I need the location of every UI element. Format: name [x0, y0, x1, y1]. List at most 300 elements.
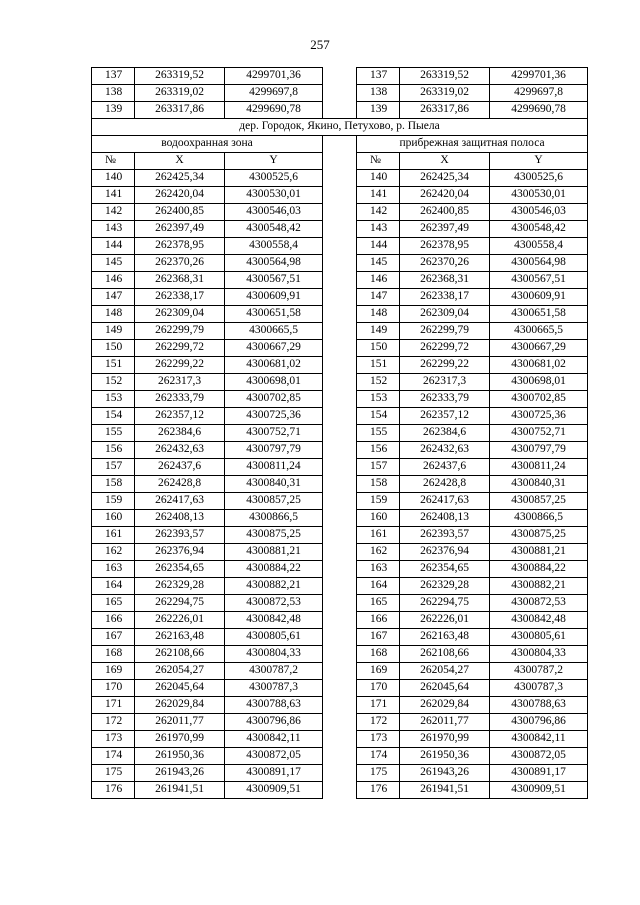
y-coordinate: 4299697,8: [225, 85, 323, 102]
table-row: [92, 221, 588, 238]
x-coordinate: 262299,72: [135, 340, 225, 357]
y-coordinate: 4300546,03: [225, 204, 323, 221]
column-gap: [323, 136, 357, 153]
point-number: 173: [357, 731, 400, 748]
y-coordinate: 4299701,36: [225, 68, 323, 85]
x-coordinate: 262317,3: [400, 374, 490, 391]
point-number: 137: [357, 68, 400, 85]
x-coordinate: 262299,72: [400, 340, 490, 357]
y-coordinate: 4300788,63: [225, 697, 323, 714]
coordinates-table: [91, 67, 588, 799]
y-coordinate: 4300811,24: [225, 459, 323, 476]
x-coordinate: 262384,6: [135, 425, 225, 442]
point-number: 160: [357, 510, 400, 527]
x-coordinate: 262338,17: [135, 289, 225, 306]
column-gap: [323, 153, 357, 170]
column-gap: [323, 629, 357, 646]
x-coordinate: 262397,49: [135, 221, 225, 238]
point-number: 175: [357, 765, 400, 782]
point-number: 161: [357, 527, 400, 544]
y-coordinate: 4300881,21: [490, 544, 588, 561]
y-coordinate: 4299690,78: [225, 102, 323, 119]
y-coordinate: 4300857,25: [490, 493, 588, 510]
point-number: 158: [357, 476, 400, 493]
y-coordinate: 4300667,29: [490, 340, 588, 357]
point-number: 147: [92, 289, 135, 306]
point-number: 150: [92, 340, 135, 357]
y-coordinate: 4300698,01: [490, 374, 588, 391]
column-gap: [323, 442, 357, 459]
column-header: №: [92, 153, 135, 170]
y-coordinate: 4300525,6: [490, 170, 588, 187]
point-number: 153: [92, 391, 135, 408]
x-coordinate: 262108,66: [400, 646, 490, 663]
y-coordinate: 4300882,21: [490, 578, 588, 595]
point-number: 145: [92, 255, 135, 272]
point-number: 137: [92, 68, 135, 85]
y-coordinate: 4300787,3: [490, 680, 588, 697]
point-number: 140: [92, 170, 135, 187]
table-row: [92, 391, 588, 408]
point-number: 146: [92, 272, 135, 289]
column-gap: [323, 765, 357, 782]
point-number: 153: [357, 391, 400, 408]
point-number: 140: [357, 170, 400, 187]
column-gap: [323, 544, 357, 561]
column-gap: [323, 408, 357, 425]
table-row: [92, 646, 588, 663]
x-coordinate: 262299,22: [135, 357, 225, 374]
column-header: X: [400, 153, 490, 170]
column-gap: [323, 323, 357, 340]
table-row: [92, 476, 588, 493]
y-coordinate: 4300667,29: [225, 340, 323, 357]
left-zone-title: водоохранная зона: [92, 136, 323, 153]
column-gap: [323, 476, 357, 493]
column-gap: [323, 289, 357, 306]
point-number: 169: [357, 663, 400, 680]
x-coordinate: 262226,01: [135, 612, 225, 629]
table-row: [92, 782, 588, 799]
right-zone-title: прибрежная защитная полоса: [357, 136, 588, 153]
column-gap: [323, 731, 357, 748]
table-row: [92, 442, 588, 459]
x-coordinate: 262029,84: [135, 697, 225, 714]
y-coordinate: 4300805,61: [490, 629, 588, 646]
x-coordinate: 262108,66: [135, 646, 225, 663]
x-coordinate: 263319,52: [135, 68, 225, 85]
y-coordinate: 4299701,36: [490, 68, 588, 85]
point-number: 148: [357, 306, 400, 323]
x-coordinate: 262368,31: [135, 272, 225, 289]
point-number: 152: [92, 374, 135, 391]
point-number: 174: [357, 748, 400, 765]
x-coordinate: 262309,04: [400, 306, 490, 323]
point-number: 142: [92, 204, 135, 221]
table-row: [92, 289, 588, 306]
point-number: 157: [357, 459, 400, 476]
y-coordinate: 4300891,17: [225, 765, 323, 782]
point-number: 162: [92, 544, 135, 561]
y-coordinate: 4300702,85: [225, 391, 323, 408]
y-coordinate: 4300796,86: [490, 714, 588, 731]
column-gap: [323, 612, 357, 629]
point-number: 146: [357, 272, 400, 289]
point-number: 139: [357, 102, 400, 119]
x-coordinate: 262420,04: [135, 187, 225, 204]
y-coordinate: 4300805,61: [225, 629, 323, 646]
column-header: Y: [490, 153, 588, 170]
x-coordinate: 262299,22: [400, 357, 490, 374]
y-coordinate: 4300665,5: [225, 323, 323, 340]
x-coordinate: 262333,79: [135, 391, 225, 408]
y-coordinate: 4300725,36: [490, 408, 588, 425]
point-number: 159: [92, 493, 135, 510]
y-coordinate: 4300797,79: [225, 442, 323, 459]
y-coordinate: 4300609,91: [225, 289, 323, 306]
column-gap: [323, 680, 357, 697]
point-number: 158: [92, 476, 135, 493]
y-coordinate: 4300752,71: [225, 425, 323, 442]
x-coordinate: 263319,02: [135, 85, 225, 102]
y-coordinate: 4300842,48: [490, 612, 588, 629]
column-gap: [323, 68, 357, 85]
y-coordinate: 4300787,2: [225, 663, 323, 680]
table-row: [92, 306, 588, 323]
point-number: 156: [357, 442, 400, 459]
x-coordinate: 262397,49: [400, 221, 490, 238]
x-coordinate: 262163,48: [135, 629, 225, 646]
y-coordinate: 4300840,31: [490, 476, 588, 493]
x-coordinate: 262378,95: [135, 238, 225, 255]
y-coordinate: 4300525,6: [225, 170, 323, 187]
y-coordinate: 4300665,5: [490, 323, 588, 340]
table-row: [92, 527, 588, 544]
x-coordinate: 262368,31: [400, 272, 490, 289]
column-gap: [323, 510, 357, 527]
y-coordinate: 4300564,98: [490, 255, 588, 272]
column-header-row: [92, 153, 588, 170]
table-row: [92, 187, 588, 204]
x-coordinate: 262408,13: [135, 510, 225, 527]
x-coordinate: 262437,6: [400, 459, 490, 476]
point-number: 149: [92, 323, 135, 340]
column-gap: [323, 561, 357, 578]
point-number: 175: [92, 765, 135, 782]
table-row: [92, 408, 588, 425]
y-coordinate: 4300681,02: [490, 357, 588, 374]
x-coordinate: 262054,27: [400, 663, 490, 680]
y-coordinate: 4300840,31: [225, 476, 323, 493]
x-coordinate: 262329,28: [400, 578, 490, 595]
y-coordinate: 4300558,4: [225, 238, 323, 255]
y-coordinate: 4300564,98: [225, 255, 323, 272]
y-coordinate: 4300881,21: [225, 544, 323, 561]
column-gap: [323, 85, 357, 102]
y-coordinate: 4300872,53: [490, 595, 588, 612]
table-row: [92, 85, 588, 102]
x-coordinate: 262357,12: [400, 408, 490, 425]
x-coordinate: 262338,17: [400, 289, 490, 306]
table-row: [92, 697, 588, 714]
x-coordinate: 262163,48: [400, 629, 490, 646]
x-coordinate: 262317,3: [135, 374, 225, 391]
y-coordinate: 4300866,5: [490, 510, 588, 527]
table-row: [92, 340, 588, 357]
y-coordinate: 4300530,01: [490, 187, 588, 204]
y-coordinate: 4300857,25: [225, 493, 323, 510]
y-coordinate: 4300567,51: [490, 272, 588, 289]
x-coordinate: 262376,94: [400, 544, 490, 561]
x-coordinate: 262417,63: [135, 493, 225, 510]
page-number: 257: [310, 37, 330, 52]
column-gap: [323, 748, 357, 765]
y-coordinate: 4299690,78: [490, 102, 588, 119]
y-coordinate: 4300796,86: [225, 714, 323, 731]
column-gap: [323, 493, 357, 510]
column-gap: [323, 663, 357, 680]
y-coordinate: 4300681,02: [225, 357, 323, 374]
y-coordinate: 4300909,51: [225, 782, 323, 799]
y-coordinate: 4300567,51: [225, 272, 323, 289]
y-coordinate: 4300725,36: [225, 408, 323, 425]
x-coordinate: 262393,57: [400, 527, 490, 544]
column-gap: [323, 391, 357, 408]
column-gap: [323, 170, 357, 187]
point-number: 147: [357, 289, 400, 306]
column-gap: [323, 340, 357, 357]
x-coordinate: 262376,94: [135, 544, 225, 561]
column-header: Y: [225, 153, 323, 170]
point-number: 170: [92, 680, 135, 697]
y-coordinate: 4300797,79: [490, 442, 588, 459]
table-row: [92, 170, 588, 187]
point-number: 144: [357, 238, 400, 255]
x-coordinate: 262420,04: [400, 187, 490, 204]
x-coordinate: 262370,26: [135, 255, 225, 272]
point-number: 139: [92, 102, 135, 119]
point-number: 150: [357, 340, 400, 357]
y-coordinate: 4299697,8: [490, 85, 588, 102]
point-number: 143: [357, 221, 400, 238]
x-coordinate: 262226,01: [400, 612, 490, 629]
table-row: [92, 612, 588, 629]
column-header: X: [135, 153, 225, 170]
table-row: [92, 493, 588, 510]
point-number: 168: [92, 646, 135, 663]
point-number: 171: [357, 697, 400, 714]
point-number: 176: [92, 782, 135, 799]
point-number: 154: [92, 408, 135, 425]
x-coordinate: 262294,75: [400, 595, 490, 612]
column-gap: [323, 782, 357, 799]
x-coordinate: 262045,64: [135, 680, 225, 697]
table-row: [92, 680, 588, 697]
y-coordinate: 4300875,25: [490, 527, 588, 544]
x-coordinate: 262011,77: [135, 714, 225, 731]
x-coordinate: 262354,65: [135, 561, 225, 578]
point-number: 151: [357, 357, 400, 374]
y-coordinate: 4300842,11: [225, 731, 323, 748]
column-gap: [323, 459, 357, 476]
column-gap: [323, 578, 357, 595]
column-gap: [323, 272, 357, 289]
point-number: 138: [357, 85, 400, 102]
x-coordinate: 262357,12: [135, 408, 225, 425]
x-coordinate: 262400,85: [135, 204, 225, 221]
point-number: 174: [92, 748, 135, 765]
column-gap: [323, 595, 357, 612]
table-row: [92, 595, 588, 612]
point-number: 166: [92, 612, 135, 629]
point-number: 165: [92, 595, 135, 612]
point-number: 141: [92, 187, 135, 204]
column-gap: [323, 374, 357, 391]
table-row: [92, 238, 588, 255]
x-coordinate: 262428,8: [135, 476, 225, 493]
x-coordinate: 261943,26: [135, 765, 225, 782]
y-coordinate: 4300884,22: [490, 561, 588, 578]
table-row: [92, 629, 588, 646]
y-coordinate: 4300651,58: [225, 306, 323, 323]
column-gap: [323, 255, 357, 272]
table-row: [92, 714, 588, 731]
x-coordinate: 261943,26: [400, 765, 490, 782]
table-row: [92, 663, 588, 680]
table-row: [92, 374, 588, 391]
y-coordinate: 4300909,51: [490, 782, 588, 799]
point-number: 163: [357, 561, 400, 578]
y-coordinate: 4300842,11: [490, 731, 588, 748]
point-number: 172: [357, 714, 400, 731]
table-row: [92, 544, 588, 561]
table-row: [92, 204, 588, 221]
x-coordinate: 261950,36: [135, 748, 225, 765]
point-number: 164: [92, 578, 135, 595]
y-coordinate: 4300548,42: [490, 221, 588, 238]
point-number: 159: [357, 493, 400, 510]
y-coordinate: 4300787,3: [225, 680, 323, 697]
point-number: 162: [357, 544, 400, 561]
table-row: [92, 765, 588, 782]
x-coordinate: 261941,51: [400, 782, 490, 799]
x-coordinate: 262299,79: [400, 323, 490, 340]
column-gap: [323, 238, 357, 255]
y-coordinate: 4300882,21: [225, 578, 323, 595]
point-number: 165: [357, 595, 400, 612]
x-coordinate: 262428,8: [400, 476, 490, 493]
table-row: [92, 561, 588, 578]
x-coordinate: 263319,52: [400, 68, 490, 85]
x-coordinate: 262378,95: [400, 238, 490, 255]
point-number: 170: [357, 680, 400, 697]
table-row: [92, 68, 588, 85]
y-coordinate: 4300651,58: [490, 306, 588, 323]
table-row: [92, 357, 588, 374]
y-coordinate: 4300804,33: [225, 646, 323, 663]
point-number: 144: [92, 238, 135, 255]
y-coordinate: 4300842,48: [225, 612, 323, 629]
y-coordinate: 4300558,4: [490, 238, 588, 255]
y-coordinate: 4300884,22: [225, 561, 323, 578]
y-coordinate: 4300787,2: [490, 663, 588, 680]
point-number: 154: [357, 408, 400, 425]
point-number: 160: [92, 510, 135, 527]
x-coordinate: 262054,27: [135, 663, 225, 680]
point-number: 148: [92, 306, 135, 323]
point-number: 168: [357, 646, 400, 663]
x-coordinate: 262400,85: [400, 204, 490, 221]
x-coordinate: 262299,79: [135, 323, 225, 340]
point-number: 156: [92, 442, 135, 459]
table-row: [92, 323, 588, 340]
point-number: 145: [357, 255, 400, 272]
point-number: 172: [92, 714, 135, 731]
x-coordinate: 262425,34: [135, 170, 225, 187]
point-number: 176: [357, 782, 400, 799]
column-header: №: [357, 153, 400, 170]
x-coordinate: 262417,63: [400, 493, 490, 510]
column-gap: [323, 187, 357, 204]
y-coordinate: 4300698,01: [225, 374, 323, 391]
y-coordinate: 4300804,33: [490, 646, 588, 663]
x-coordinate: 262309,04: [135, 306, 225, 323]
y-coordinate: 4300609,91: [490, 289, 588, 306]
x-coordinate: 263317,86: [400, 102, 490, 119]
point-number: 163: [92, 561, 135, 578]
y-coordinate: 4300872,05: [225, 748, 323, 765]
table-row: [92, 255, 588, 272]
y-coordinate: 4300546,03: [490, 204, 588, 221]
table-row: [92, 510, 588, 527]
column-gap: [323, 527, 357, 544]
x-coordinate: 261941,51: [135, 782, 225, 799]
x-coordinate: 263319,02: [400, 85, 490, 102]
table-row: [92, 748, 588, 765]
point-number: 164: [357, 578, 400, 595]
x-coordinate: 262294,75: [135, 595, 225, 612]
y-coordinate: 4300811,24: [490, 459, 588, 476]
column-gap: [323, 357, 357, 374]
y-coordinate: 4300752,71: [490, 425, 588, 442]
x-coordinate: 262370,26: [400, 255, 490, 272]
point-number: 151: [92, 357, 135, 374]
y-coordinate: 4300872,53: [225, 595, 323, 612]
point-number: 166: [357, 612, 400, 629]
section-title-row: [92, 119, 588, 136]
x-coordinate: 262432,63: [135, 442, 225, 459]
x-coordinate: 262354,65: [400, 561, 490, 578]
x-coordinate: 262432,63: [400, 442, 490, 459]
x-coordinate: 262425,34: [400, 170, 490, 187]
y-coordinate: 4300548,42: [225, 221, 323, 238]
point-number: 169: [92, 663, 135, 680]
x-coordinate: 261970,99: [135, 731, 225, 748]
table-row: [92, 459, 588, 476]
section-title: дер. Городок, Якино, Петухово, р. Пыела: [92, 119, 588, 136]
point-number: 167: [357, 629, 400, 646]
x-coordinate: 262384,6: [400, 425, 490, 442]
x-coordinate: 261950,36: [400, 748, 490, 765]
y-coordinate: 4300788,63: [490, 697, 588, 714]
point-number: 171: [92, 697, 135, 714]
table-row: [92, 272, 588, 289]
y-coordinate: 4300702,85: [490, 391, 588, 408]
point-number: 161: [92, 527, 135, 544]
column-gap: [323, 102, 357, 119]
point-number: 142: [357, 204, 400, 221]
point-number: 138: [92, 85, 135, 102]
